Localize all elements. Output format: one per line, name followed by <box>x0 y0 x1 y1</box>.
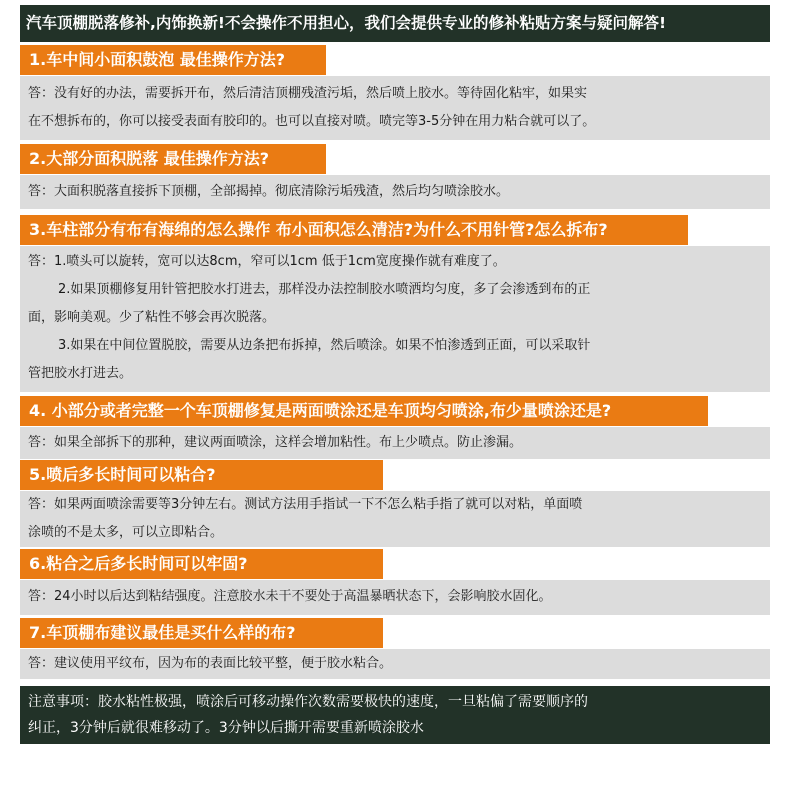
question-2-title: 2.大部分面积脱落 最佳操作方法? <box>20 144 326 174</box>
answer-7-line-1: 答：建议使用平纹布，因为布的表面比较平整，便于胶水粘合。 <box>28 656 393 671</box>
question-1-title: 1.车中间小面积鼓泡 最佳操作方法? <box>20 45 326 75</box>
question-7-title: 7.车顶棚布建议最佳是买什么样的布? <box>20 618 383 648</box>
answer-6-line-1: 答：24小时以后达到粘结强度。注意胶水未干不要处于高温暴晒状态下，会影响胶水固化。 <box>28 589 552 604</box>
answer-7 <box>20 649 770 679</box>
answer-4-line-1: 答：如果全部拆下的那种，建议两面喷涂，这样会增加粘性。布上少喷点。防止渗漏。 <box>28 435 523 450</box>
answer-2-line-1: 答：大面积脱落直接拆下顶棚，全部揭掉。彻底清除污垢残渣，然后均匀喷涂胶水。 <box>28 184 510 199</box>
question-5-title: 5.喷后多长时间可以粘合? <box>20 460 383 490</box>
answer-1-line-1: 答：没有好的办法，需要拆开布，然后清洁顶棚残渣污垢，然后喷上胶水。等待固化粘牢，如果实 <box>28 86 588 101</box>
answer-1 <box>20 76 770 140</box>
question-3-title: 3.车柱部分有布有海绵的怎么操作 布小面积怎么清洁?为什么不用针管?怎么拆布? <box>20 215 688 245</box>
answer-3-line-2: 2.如果顶棚修复用针管把胶水打进去，那样没办法控制胶水喷洒均匀度，多了会渗透到布的正 <box>58 282 591 297</box>
answer-2 <box>20 175 770 209</box>
answer-3 <box>20 246 770 392</box>
answer-3-line-4: 3.如果在中间位置脱胶，需要从边条把布拆掉，然后喷涂。如果不怕渗透到正面，可以采取针 <box>58 338 591 353</box>
question-4-title: 4. 小部分或者完整一个车顶棚修复是两面喷涂还是车顶均匀喷涂,布少量喷涂还是? <box>20 396 708 426</box>
answer-3-line-3: 面，影响美观。少了粘性不够会再次脱落。 <box>28 310 276 325</box>
question-6-title: 6.粘合之后多长时间可以牢固? <box>20 549 383 579</box>
answer-3-line-1: 答：1.喷头可以旋转，宽可以达8cm，窄可以1cm 低于1cm宽度操作就有难度了。 <box>28 254 506 269</box>
notice-line-2: 纠正，3分钟后就很难移动了。3分钟以后撕开需要重新喷涂胶水 <box>28 720 424 736</box>
answer-5-line-2: 涂喷的不是太多，可以立即粘合。 <box>28 525 224 540</box>
answer-4 <box>20 427 770 459</box>
page-title: 汽车顶棚脱落修补,内饰换新!不会操作不用担心，我们会提供专业的修补粘贴方案与疑问解答! <box>20 5 770 42</box>
answer-6 <box>20 580 770 615</box>
answer-5 <box>20 491 770 547</box>
answer-1-line-2: 在不想拆布的，你可以接受表面有胶印的。也可以直接对喷。喷完等3-5分钟在用力粘合就可以了。 <box>28 114 596 129</box>
answer-3-line-5: 管把胶水打进去。 <box>28 366 133 381</box>
notice-box <box>20 686 770 744</box>
notice-line-1: 注意事项：胶水粘性极强，喷涂后可移动操作次数需要极快的速度，一旦粘偏了需要顺序的 <box>28 694 588 710</box>
answer-5-line-1: 答：如果两面喷涂需要等3分钟左右。测试方法用手指试一下不怎么粘手指了就可以对粘，单面喷 <box>28 497 583 512</box>
